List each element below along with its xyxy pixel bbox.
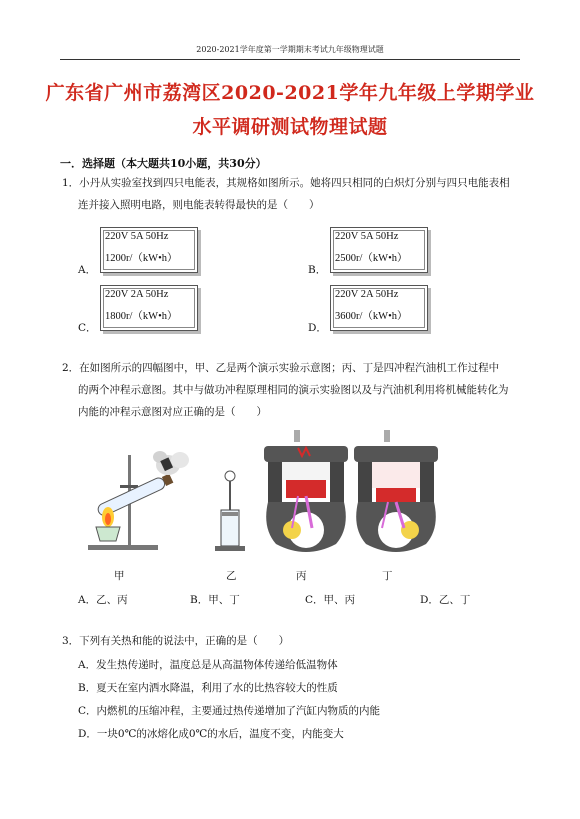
q3-option-c: C．内燃机的压缩冲程，主要通过热传递增加了汽缸内物质的内能	[78, 705, 381, 717]
q3-option-b: B．夏天在室内洒水降温，利用了水的比热容较大的性质	[78, 682, 338, 694]
q1-option-b-label: B．	[308, 264, 327, 276]
meter-d-rev: 3600r/（kW•h）	[335, 311, 408, 322]
section-heading: 一．选择题（本大题共10小题，共30分）	[60, 157, 267, 170]
q3-option-a: A．发生热传递时，温度总是从高温物体传递给低温物体	[78, 659, 338, 671]
q2-option-a: A．乙、丙	[78, 594, 128, 606]
exam-title-line-1: 广东省广州市荔湾区2020-2021学年九年级上学期学业	[45, 82, 535, 104]
q1-meter-b	[330, 227, 428, 273]
meter-c-spec: 220V 2A 50Hz	[105, 289, 169, 300]
q2-option-d: D．乙、丁	[420, 594, 471, 606]
meter-a-spec: 220V 5A 50Hz	[105, 231, 169, 242]
meter-d-spec: 220V 2A 50Hz	[335, 289, 399, 300]
caption-yi: 乙	[226, 570, 237, 582]
caption-ding: 丁	[382, 570, 393, 582]
figure-jia-test-tube-heating	[80, 445, 190, 555]
q1-option-c-label: C．	[78, 322, 97, 334]
meter-c-rev: 1800r/（kW•h）	[105, 311, 178, 322]
q1-stem-line-1: 1．小丹从实验室找到四只电能表，其规格如图所示。她将四只相同的白炽灯分别与四只电能表相	[62, 177, 510, 189]
figure-bing-engine-stroke	[262, 428, 350, 558]
exam-title-line-2: 水平调研测试物理试题	[192, 116, 388, 138]
q3-stem: 3．下列有关热和能的说法中，正确的是（ ）	[62, 635, 290, 647]
q1-meter-c	[100, 285, 198, 331]
figure-yi-air-compression	[210, 470, 250, 555]
q1-meter-d	[330, 285, 428, 331]
figure-ding-engine-stroke	[352, 428, 440, 558]
meter-b-rev: 2500r/（kW•h）	[335, 253, 408, 264]
q1-option-d-label: D．	[308, 322, 327, 334]
caption-jia: 甲	[114, 570, 125, 582]
q2-option-c: C．甲、丙	[305, 594, 356, 606]
q1-stem-line-2: 连并接入照明电路，则电能表转得最快的是（ ）	[78, 199, 320, 211]
q2-stem-line-2: 的两个冲程示意图。其中与做功冲程原理相同的演示实验图以及与汽油机利用将机械能转化为	[78, 384, 509, 396]
q2-stem-line-1: 2．在如图所示的四幅图中，甲、乙是两个演示实验示意图；丙、丁是四冲程汽油机工作过程中	[62, 362, 500, 374]
header-divider	[60, 59, 520, 60]
q1-option-a-label: A．	[78, 264, 97, 276]
q2-stem-line-3: 内能的冲程示意图对应正确的是（ ）	[78, 406, 267, 418]
meter-a-rev: 1200r/（kW•h）	[105, 253, 178, 264]
q2-option-b: B．甲、丁	[190, 594, 240, 606]
caption-bing: 丙	[296, 570, 307, 582]
page-header: 2020-2021学年度第一学期期末考试九年级物理试题	[196, 45, 384, 54]
q3-option-d: D．一块0℃的冰熔化成0℃的水后，温度不变，内能变大	[78, 728, 344, 740]
meter-b-spec: 220V 5A 50Hz	[335, 231, 399, 242]
q1-meter-a	[100, 227, 198, 273]
